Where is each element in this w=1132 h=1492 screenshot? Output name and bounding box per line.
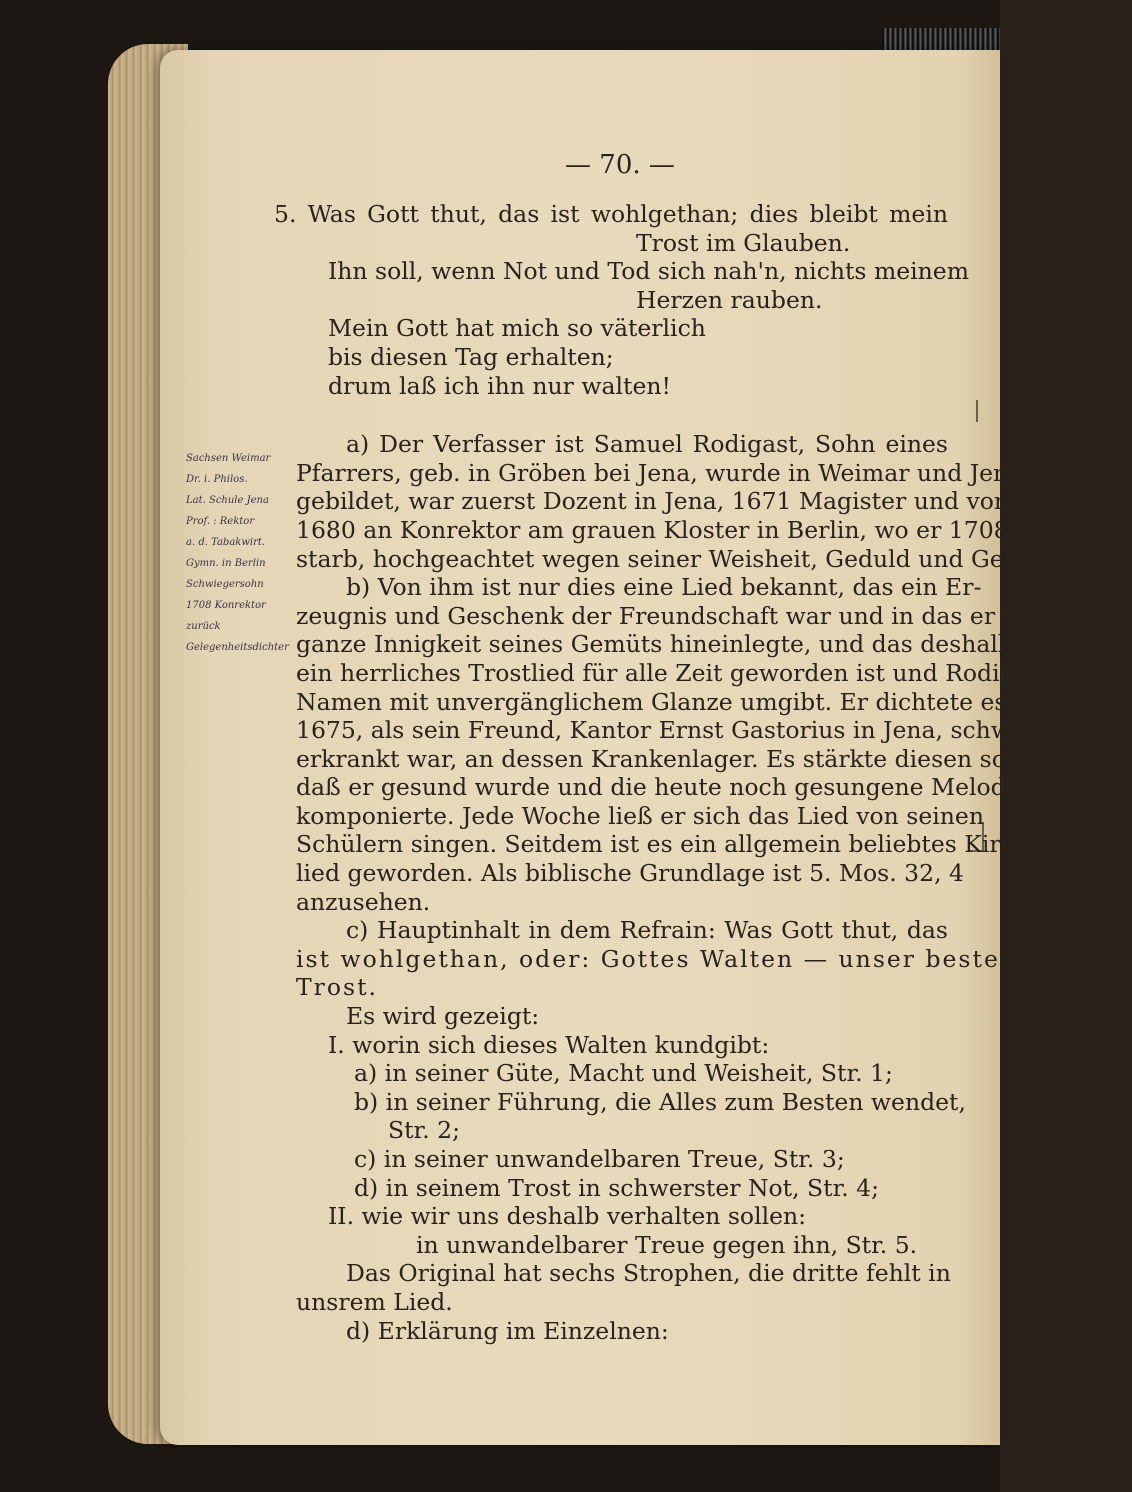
verse-line: Ihn soll, wenn Not und Tod sich nah'n, nichts meinem (328, 257, 969, 286)
body-line: erkrankt war, an dessen Krankenlager. Es stärkte diesen so, (296, 744, 1014, 773)
body-line: unsrem Lied. (296, 1287, 453, 1316)
margin-note: Schwiegersohn (186, 579, 264, 590)
body-line: komponierte. Jede Woche ließ er sich das Lied von seinen (296, 801, 984, 830)
margin-note: Prof. : Rektor (186, 516, 255, 527)
verse-line: drum laß ich ihn nur walten! (328, 371, 671, 400)
body-line: starb, hochgeachtet wegen seiner Weisheit, Geduld und Gelassenheit. (296, 544, 1132, 573)
body-line: anzusehen. (296, 887, 431, 916)
page-number: — 70. — (565, 150, 675, 180)
body-line: lied geworden. Als biblische Grundlage ist 5. Mos. 32, 4 (296, 859, 964, 888)
verse-line: Mein Gott hat mich so väterlich (328, 314, 706, 343)
margin-note: zurück (186, 621, 221, 632)
margin-note: Dr. i. Philos. (186, 474, 248, 485)
margin-note: Sachsen Weimar (186, 453, 271, 464)
margin-note: Lat. Schule Jena (186, 495, 269, 506)
handwritten-margin-notes (186, 448, 296, 658)
page-text (274, 200, 1132, 1345)
body-line: zeugnis und Geschenk der Freundschaft war und in das er die (296, 601, 1040, 630)
outline-line: in unwandelbarer Treue gegen ihn, Str. 5. (416, 1230, 918, 1259)
margin-note: Gelegenheitsdichter (186, 642, 289, 653)
outline-line: I. worin sich dieses Walten kundgibt: (328, 1030, 770, 1059)
body-line: 1675, als sein Freund, Kantor Ernst Gastorius in Jena, schwer (296, 716, 1037, 745)
body-line: Das Original hat sechs Strophen, die dritte fehlt in (346, 1259, 951, 1288)
outline-line: II. wie wir uns deshalb verhalten sollen: (328, 1202, 807, 1231)
margin-note: a. d. Tabakwirt. (186, 537, 266, 548)
margin-note: 1708 Konrektor (186, 600, 266, 611)
body-line: Pfarrers, geb. in Gröben bei Jena, wurde in Weimar und Jena (296, 458, 1023, 487)
outline-line: Str. 2; (388, 1116, 461, 1145)
body-line: Es wird gezeigt: (346, 1002, 540, 1031)
body-line: 1680 an Konrektor am grauen Kloster in Berlin, wo er 1708 (296, 515, 1009, 544)
verse-line: bis diesen Tag erhalten; (328, 342, 614, 371)
outline-line: b) in seiner Führung, die Alles zum Besten wendet, (354, 1087, 966, 1116)
body-line: Namen mit unvergänglichem Glanze umgibt. Er dichtete es (296, 687, 1007, 716)
body-line: ganze Innigkeit seines Gemüts hineinlegte, und das deshalb (296, 630, 1013, 659)
verse-line: Herzen rauben. (636, 285, 823, 314)
outline-line: c) in seiner unwandelbaren Treue, Str. 3; (354, 1145, 845, 1173)
body-line: ein herrliches Trostlied für alle Zeit geworden ist und Rodigast's (296, 658, 1069, 687)
pencil-mark (972, 400, 978, 422)
body-line: d) Erklärung im Einzelnen: (346, 1316, 669, 1345)
body-line: ist wohlgethan, oder: Gottes Walten — unser bester (296, 944, 1014, 973)
body-line: Trost. (296, 973, 379, 1002)
outline-line: a) in seiner Güte, Macht und Weisheit, Str. 1; (354, 1059, 893, 1088)
margin-note: Gymn. in Berlin (186, 558, 266, 569)
body-line: c) Hauptinhalt in dem Refrain: Was Gott thut, das (346, 916, 948, 945)
body-line: a) Der Verfasser ist Samuel Rodigast, Sohn eines (346, 430, 948, 459)
outline-line: d) in seinem Trost in schwerster Not, Str. 4; (354, 1173, 880, 1202)
body-line: gebildet, war zuerst Dozent in Jena, 1671 Magister und von (296, 487, 1010, 516)
body-line: b) Von ihm ist nur dies eine Lied bekannt, das ein Er- (346, 573, 982, 602)
body-line: daß er gesund wurde und die heute noch gesungene Melodie dazu (296, 773, 1092, 802)
body-line: Schülern singen. Seitdem ist es ein allgemein beliebtes Kirchen- (296, 830, 1066, 859)
verse-line: 5. Was Gott thut, das ist wohlgethan; dies bleibt mein (274, 200, 948, 228)
verse-line: Trost im Glauben. (636, 228, 851, 257)
